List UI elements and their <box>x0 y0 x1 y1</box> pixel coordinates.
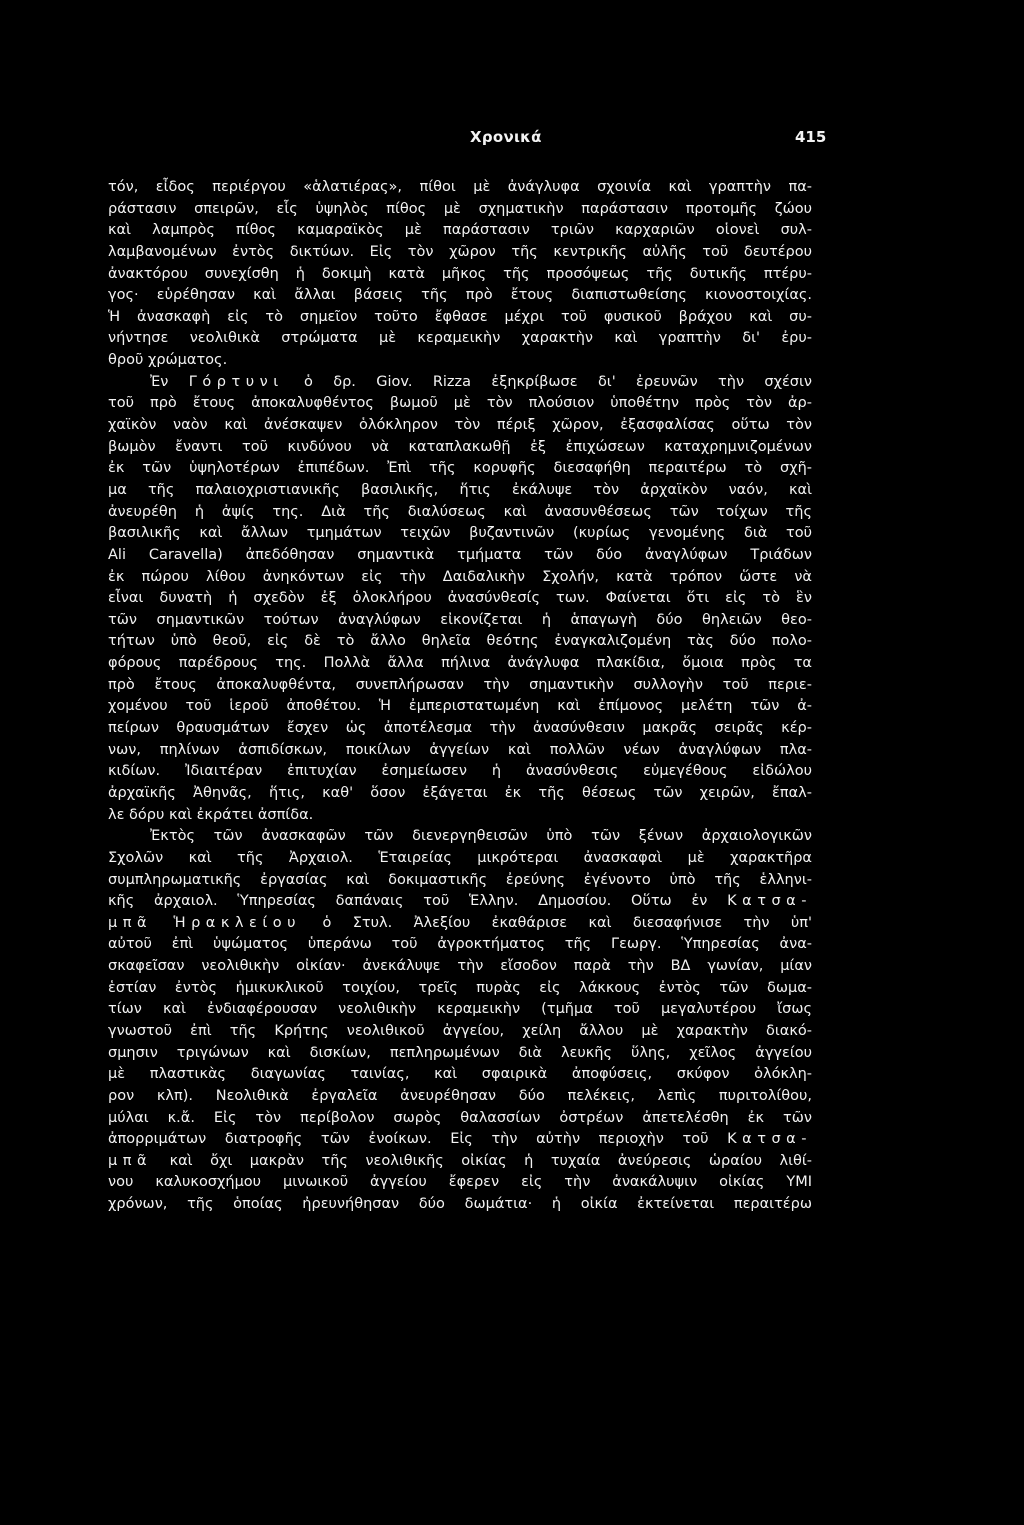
text-line: νου καλυκοσχήμου μινωικοῦ ἀγγείου ἔφερεν εἰς τὴν ἀνακάλυψιν οἰκίας ΥΜΙ <box>108 1174 812 1191</box>
text-line: τῶν σημαντικῶν τούτων ἀναγλύφων εἰκονίζεται ἡ ἁπαγωγὴ δύο θηλειῶν θεο- <box>108 611 812 628</box>
text-line: Ἐκτὸς τῶν ἀνασκαφῶν τῶν διενεργηθεισῶν ὑπὸ τῶν ξένων ἀρχαιολογικῶν <box>150 828 812 845</box>
emphasized-place-name: μπᾶ <box>108 1152 153 1169</box>
text-line: τίων καὶ ἐνδιαφέρουσαν νεολιθικὴν κεραμεικὴν (τμῆμα τοῦ μεγαλυτέρου ἴσως <box>108 1001 812 1018</box>
text-line: Ali Caravella) ἀπεδόθησαν σημαντικὰ τμήματα τῶν δύο ἀναγλύφων Τριάδων <box>108 546 812 563</box>
text-line <box>108 1129 812 1151</box>
text-line: ἀνευρέθη ἡ ἀψίς της. Διὰ τῆς διαλύσεως καὶ ἀνασυνθέσεως τῶν τοίχων τῆς <box>108 503 812 520</box>
text-line: γος· εὑρέθησαν καὶ ἄλλαι βάσεις τῆς πρὸ ἔτους διαπιστωθείσης κιονοστοιχίας. <box>108 287 812 304</box>
emphasized-place-name: μπᾶ <box>108 914 153 931</box>
text-line: ἐκ πώρου λίθου ἀνηκόντων εἰς τὴν Δαιδαλικὴν Σχολήν, κατὰ τρόπον ὥστε νὰ <box>108 568 812 585</box>
text-segment: κῆς ἀρχαιολ. Ὑπηρεσίας δαπάναις τοῦ Ἑλλην. Δημοσίου. Οὕτω ἐν <box>108 893 708 910</box>
text-line: νων, πηλίνων ἀσπιδίσκων, ποικίλων ἀγγείων καὶ πολλῶν νέων ἀναγλύφων πλα- <box>108 741 812 758</box>
text-line: καὶ λαμπρὸς πίθος καμαραϊκὸς μὲ παράστασιν τριῶν καρχαριῶν οἱονεὶ συλ- <box>108 222 812 239</box>
text-line: ἑστίαν ἐντὸς ἡμικυκλικοῦ τοιχίου, τρεῖς πυρὰς εἰς λάκκους ἐντὸς τῶν δωμα- <box>108 979 812 996</box>
text-line: βασιλικῆς καὶ ἄλλων τμημάτων τειχῶν βυζαντινῶν (κυρίως γενομένης διὰ τοῦ <box>108 525 812 542</box>
text-segment: ὁ δρ. Giov. Rizza ἐξηκρίβωσε δι' ἐρευνῶν τὴν σχέσιν <box>304 373 812 390</box>
text-line: νήντησε νεολιθικὰ στρώματα μὲ κεραμεικὴν χαρακτὴν καὶ γραπτὴν δι' ἐρυ- <box>108 330 812 347</box>
text-segment: ἀπορριμάτων διατροφῆς τῶν ἐνοίκων. Εἰς τὴν αὐτὴν περιοχὴν τοῦ <box>108 1131 709 1148</box>
text-line: κιδίων. Ἰδιαιτέραν ἐπιτυχίαν ἐσημείωσεν ἡ ἀνασύνθεσις εὐμεγέθους εἰδώλου <box>108 763 812 780</box>
emphasized-place-name: Κατσα- <box>727 1131 812 1148</box>
text-line: εἶναι δυνατὴ ἡ σχεδὸν ἐξ ὁλοκλήρου ἀνασύνθεσίς των. Φαίνεται ὅτι εἰς τὸ ἓν <box>108 590 812 607</box>
page-number: 415 <box>795 128 827 146</box>
text-line: τόν, εἶδος περιέργου «ἁλατιέρας», πίθοι μὲ ἀνάγλυφα σχοινία καὶ γραπτὴν πα- <box>108 179 812 195</box>
emphasized-place-name: Κατσα- <box>727 893 812 910</box>
text-line: πρὸ ἔτους ἀποκαλυφθέντα, συνεπλήρωσαν τὴν σημαντικὴν συλλογὴν τοῦ περιε- <box>108 676 812 693</box>
text-line: Σχολῶν καὶ τῆς Ἀρχαιολ. Ἑταιρείας μικρότεραι ἀνασκαφαὶ μὲ χαρακτῆρα <box>108 849 812 866</box>
text-line: λε δόρυ καὶ ἐκράτει ἀσπίδα. <box>108 806 314 823</box>
text-line: συμπληρωματικῆς ἐργασίας καὶ δοκιμαστικῆς ἐρεύνης ἐγένοντο ὑπὸ τῆς ἑλληνι- <box>108 871 812 888</box>
text-line: ἀρχαϊκῆς Ἀθηνᾶς, ἥτις, καθ' ὅσον ἐξάγεται ἐκ τῆς θέσεως τῶν χειρῶν, ἔπαλ- <box>108 784 812 801</box>
text-line: χαϊκὸν ναὸν καὶ ἀνέσκαψεν ὁλόκληρον τὸν πέριξ χῶρον, ἐξασφαλίσας οὕτω τὸν <box>108 417 812 434</box>
text-line <box>108 913 812 935</box>
text-line: μύλαι κ.ἄ. Εἰς τὸν περίβολον σωρὸς θαλασσίων ὀστρέων ἀπετελέσθη ἐκ τῶν <box>108 1109 812 1126</box>
text-line: τοῦ πρὸ ἔτους ἀποκαλυφθέντος βωμοῦ μὲ τὸν πλούσιον ὑποθέτην πρὸς τὸν ἀρ- <box>108 395 812 412</box>
text-line: θροῦ χρώματος. <box>108 352 228 369</box>
text-line: χρόνων, τῆς ὁποίας ἠρευνήθησαν δύο δωμάτια· ἡ οἰκία ἐκτείνεται περαιτέρω <box>108 1196 812 1213</box>
text-line: σκαφεῖσαν νεολιθικὴν οἰκίαν· ἀνεκάλυψε τὴν εἴσοδον παρὰ τὴν ΒΔ γωνίαν, μίαν <box>108 958 812 975</box>
text-line: ράστασιν σπειρῶν, εἷς ὑψηλὸς πίθος μὲ σχηματικὴν παράστασιν προτομῆς ζώου <box>108 200 812 217</box>
text-segment: Ἐν <box>150 373 169 390</box>
text-line: ἀνακτόρου συνεχίσθη ἡ δοκιμὴ κατὰ μῆκος τῆς προσόψεως τῆς δυτικῆς πτέρυ- <box>108 265 812 282</box>
text-line: αὐτοῦ ἐπὶ ὑψώματος ὑπεράνω τοῦ ἀγροκτήματος τῆς Γεωργ. Ὑπηρεσίας ἀνα- <box>108 936 812 953</box>
emphasized-place-name: Ἡρακλείου <box>173 914 302 931</box>
text-line <box>108 372 812 394</box>
text-line: χομένου τοῦ ἱεροῦ ἀποθέτου. Ἡ ἐμπεριστατωμένη καὶ ἐπίμονος μελέτη τῶν ἀ- <box>108 698 812 715</box>
emphasized-place-name: Γόρτυνι <box>188 373 284 390</box>
text-line <box>108 1151 812 1173</box>
text-line: Ἡ ἀνασκαφὴ εἰς τὸ σημεῖον τοῦτο ἔφθασε μέχρι τοῦ φυσικοῦ βράχου καὶ συ- <box>108 308 812 325</box>
text-line: βωμὸν ἔναντι τοῦ κινδύνου νὰ καταπλακωθῇ ἐξ ἐπιχώσεων καταχρημνιζομένων <box>108 438 812 455</box>
text-segment: καὶ ὄχι μακρὰν τῆς νεολιθικῆς οἰκίας ἡ τυχαία ἀνεύρεσις ὡραίου λιθί- <box>169 1152 812 1169</box>
text-line: ἐκ τῶν ὑψηλοτέρων ἐπιπέδων. Ἐπὶ τῆς κορυφῆς διεσαφήθη περαιτέρω τὸ σχῆ- <box>108 460 812 477</box>
text-line <box>108 891 812 913</box>
text-line: λαμβανομένων ἐντὸς δικτύων. Εἰς τὸν χῶρον τῆς κεντρικῆς αὐλῆς τοῦ δευτέρου <box>108 243 812 260</box>
text-line: γνωστοῦ ἐπὶ τῆς Κρήτης νεολιθικοῦ ἀγγείου, χείλη ἄλλου μὲ χαρακτὴν διακό- <box>108 1022 812 1039</box>
text-line: τήτων ὑπὸ θεοῦ, εἰς δὲ τὸ ἄλλο θηλεῖα θεότης ἐναγκαλιζομένη τὰς δύο πολο- <box>108 633 812 650</box>
body-text <box>108 177 812 1216</box>
text-line: μα τῆς παλαιοχριστιανικῆς βασιλικῆς, ἥτις ἐκάλυψε τὸν ἀρχαϊκὸν ναόν, καὶ <box>108 481 812 498</box>
text-line: πείρων θραυσμάτων ἔσχεν ὡς ἀποτέλεσμα τὴν ἀνασύνθεσιν μακρᾶς σειρᾶς κέρ- <box>108 720 812 737</box>
text-line: σμησιν τριγώνων καὶ δισκίων, πεπληρωμένων διὰ λευκῆς ὕλης, χεῖλος ἀγγείου <box>108 1044 812 1061</box>
text-line: μὲ πλαστικὰς διαγωνίας ταινίας, καὶ σφαιρικὰ ἀποφύσεις, σκύφον ὁλόκλη- <box>108 1066 812 1083</box>
text-line: φόρους παρέδρους της. Πολλὰ ἄλλα πήλινα ἀνάγλυφα πλακίδια, ὅμοια πρὸς τα <box>108 655 812 672</box>
text-segment: ὁ Στυλ. Ἀλεξίου ἐκαθάρισε καὶ διεσαφήνισε τὴν ὑπ' <box>322 914 812 931</box>
text-line: ρον κλπ). Νεολιθικὰ ἐργαλεῖα ἀνευρέθησαν δύο πελέκεις, λεπὶς πυριτολίθου, <box>108 1087 812 1104</box>
running-title: Χρονικά <box>470 128 542 146</box>
